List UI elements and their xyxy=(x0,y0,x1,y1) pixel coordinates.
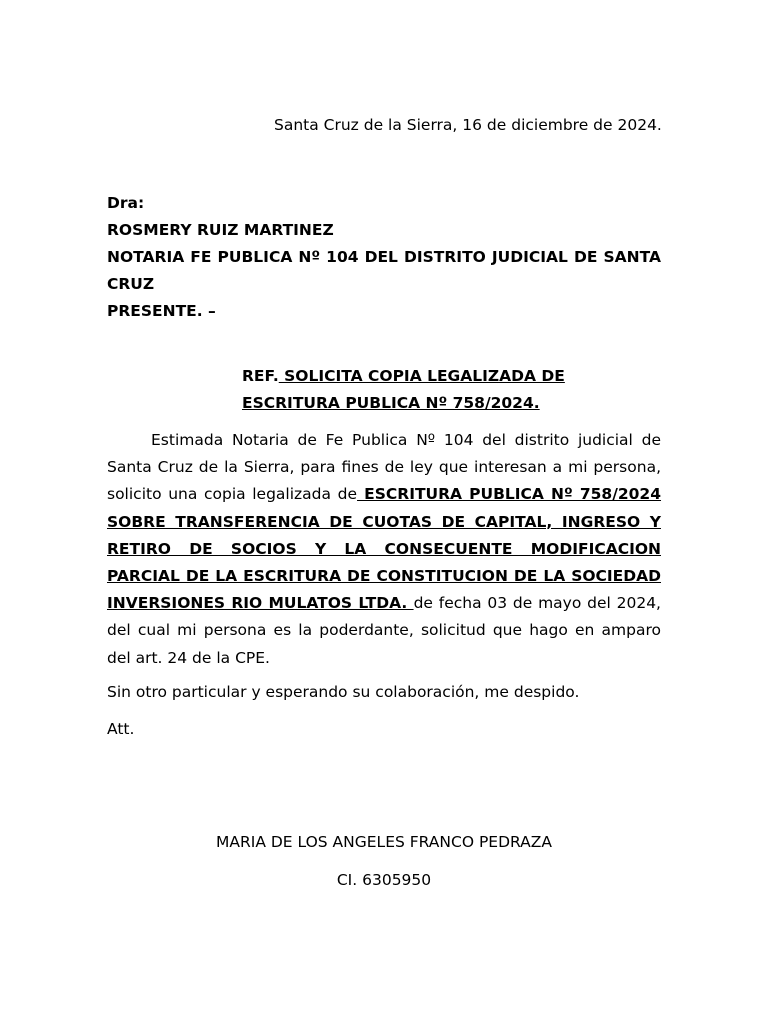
reference-line xyxy=(242,363,661,417)
reference-label: REF. xyxy=(242,367,279,385)
body-paragraph xyxy=(107,427,661,672)
signer-name: MARIA DE LOS ANGELES FRANCO PEDRAZA xyxy=(216,833,552,851)
reference-text: SOLICITA COPIA LEGALIZADA DE ESCRITURA PUBLICA Nº 758/2024. xyxy=(242,367,565,412)
date-line: Santa Cruz de la Sierra, 16 de diciembre de 2024. xyxy=(274,116,662,134)
att-line: Att. xyxy=(107,720,135,738)
signer-ci: CI. 6305950 xyxy=(336,871,432,889)
addressee-block xyxy=(107,190,661,325)
addressee-salutation: Dra: xyxy=(107,194,145,212)
addressee-name: ROSMERY RUIZ MARTINEZ xyxy=(107,221,334,239)
closing-line: Sin otro particular y esperando su colaboración, me despido. xyxy=(107,683,580,701)
body-intro: Estimada Notaria de Fe Publica Nº 104 del distrito judicial de Santa Cruz de la Sierra, para fines de ley que interesan a mi persona, solicito una copia legalizada de xyxy=(107,431,661,504)
body-rest: de fecha 03 de mayo del 2024, del cual mi persona es la poderdante, solicitud que hago en amparo del art. 24 de la CPE. xyxy=(107,594,661,667)
addressee-presente: PRESENTE. – xyxy=(107,302,216,320)
addressee-title: NOTARIA FE PUBLICA Nº 104 DEL DISTRITO JUDICIAL DE SANTA CRUZ xyxy=(107,248,661,293)
body-document-title: ESCRITURA PUBLICA Nº 758/2024 SOBRE TRANSFERENCIA DE CUOTAS DE CAPITAL, INGRESO Y RETIRO DE SOCIOS Y LA CONSECUENTE MODIFICACION PARCIAL DE LA ESCRITURA DE CONSTITUCION DE LA SOCIEDAD INVERSIONES RIO MULATOS LTDA. xyxy=(107,485,662,613)
